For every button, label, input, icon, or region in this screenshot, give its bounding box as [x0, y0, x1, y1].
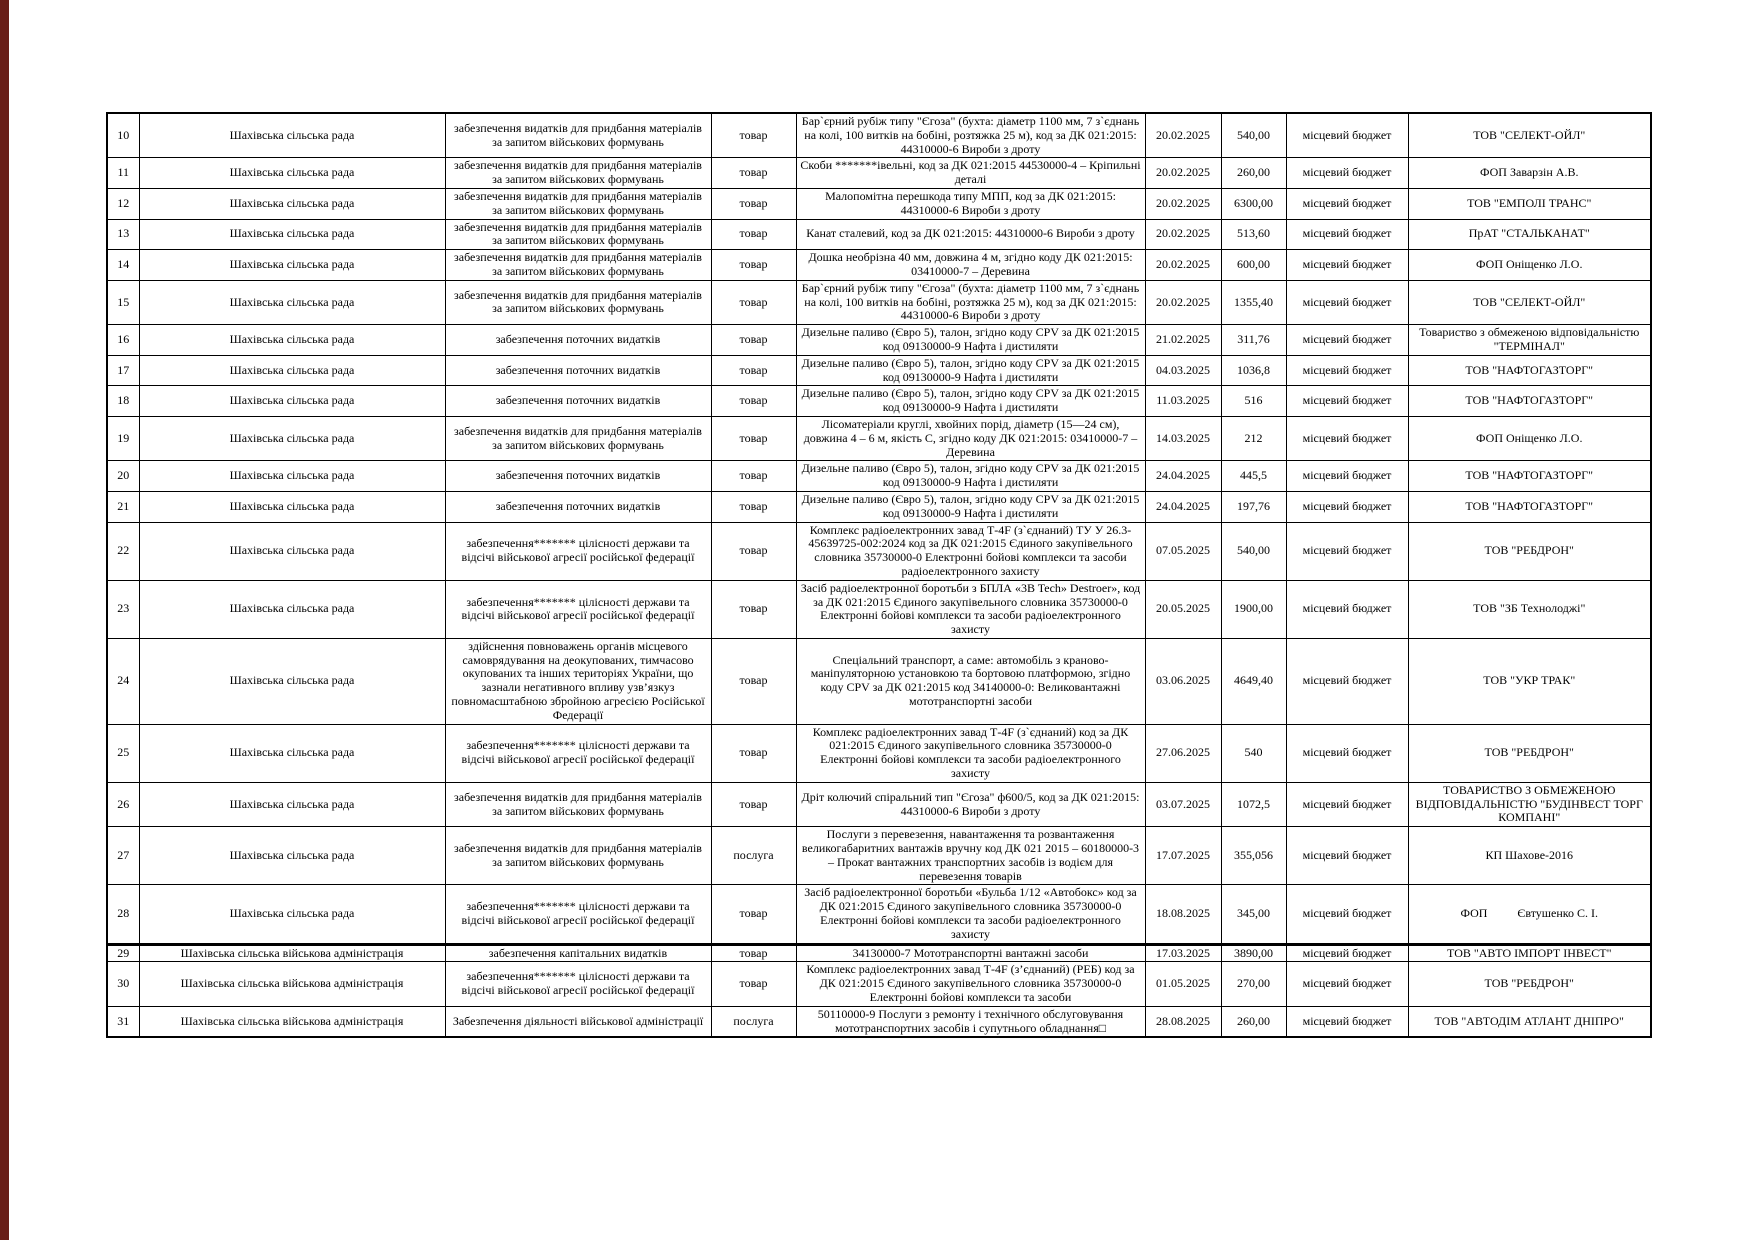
cell-num: 21 — [107, 491, 139, 522]
table-row — [107, 885, 1651, 944]
cell-date: 24.04.2025 — [1145, 491, 1221, 522]
cell-amount: 445,5 — [1221, 461, 1286, 492]
cell-purpose: забезпечення поточних видатків — [445, 355, 711, 386]
cell-supplier: ФОП Оніщенко Л.О. — [1408, 250, 1651, 281]
cell-fund: місцевий бюджет — [1286, 638, 1408, 724]
cell-amount: 355,056 — [1221, 827, 1286, 885]
table-body — [107, 113, 1651, 1037]
cell-date: 20.02.2025 — [1145, 250, 1221, 281]
cell-amount: 1900,00 — [1221, 580, 1286, 638]
cell-customer: Шахівська сільська військова адміністрація — [139, 1006, 445, 1037]
cell-date: 20.02.2025 — [1145, 113, 1221, 158]
cell-item: Дизельне паливо (Євро 5), талон, згідно коду CPV за ДК 021:2015 код 09130000-9 Нафта і дистиляти — [796, 461, 1145, 492]
cell-type: товар — [711, 962, 796, 1006]
cell-type: товар — [711, 280, 796, 324]
cell-item: Дизельне паливо (Євро 5), талон, згідно коду CPV за ДК 021:2015 код 09130000-9 Нафта і дистиляти — [796, 325, 1145, 356]
cell-supplier: ПрАТ "СТАЛЬКАНАТ" — [1408, 219, 1651, 250]
cell-purpose: забезпечення видатків для придбання матеріалів за запитом військових формувань — [445, 250, 711, 281]
cell-num: 15 — [107, 280, 139, 324]
cell-date: 01.05.2025 — [1145, 962, 1221, 1006]
cell-type: товар — [711, 580, 796, 638]
cell-amount: 540,00 — [1221, 113, 1286, 158]
cell-num: 11 — [107, 158, 139, 189]
cell-date: 07.05.2025 — [1145, 522, 1221, 580]
cell-supplier: ТОВ "НАФТОГАЗТОРГ" — [1408, 386, 1651, 417]
cell-type: послуга — [711, 827, 796, 885]
table-row — [107, 355, 1651, 386]
cell-num: 14 — [107, 250, 139, 281]
cell-date: 20.02.2025 — [1145, 280, 1221, 324]
cell-date: 20.02.2025 — [1145, 219, 1221, 250]
cell-fund: місцевий бюджет — [1286, 325, 1408, 356]
cell-purpose: Забезпечення діяльності військової адміністрації — [445, 1006, 711, 1037]
table-row — [107, 461, 1651, 492]
cell-customer: Шахівська сільська військова адміністрація — [139, 944, 445, 962]
cell-num: 28 — [107, 885, 139, 944]
cell-fund: місцевий бюджет — [1286, 522, 1408, 580]
cell-item: Комплекс радіоелектронних завад Т-4F (з’єднаний) (РЕБ) код за ДК 021:2015 Єдиного закупівельного словника 35730000-0 Електронні бойові комплекси та засоби — [796, 962, 1145, 1006]
cell-purpose: забезпечення******* цілісності держави та відсічі військової агресії російської федерації — [445, 522, 711, 580]
cell-item: 50110000-9 Послуги з ремонту і технічного обслуговування мототранспортних засобів і супутнього обладнання□ — [796, 1006, 1145, 1037]
cell-fund: місцевий бюджет — [1286, 724, 1408, 782]
cell-purpose: забезпечення******* цілісності держави та відсічі військової агресії російської федерації — [445, 724, 711, 782]
table-row — [107, 638, 1651, 724]
cell-purpose: забезпечення видатків для придбання матеріалів за запитом військових формувань — [445, 280, 711, 324]
cell-amount: 4649,40 — [1221, 638, 1286, 724]
cell-fund: місцевий бюджет — [1286, 827, 1408, 885]
table-row — [107, 188, 1651, 219]
cell-amount: 540,00 — [1221, 522, 1286, 580]
procurement-table — [106, 112, 1652, 1038]
cell-num: 31 — [107, 1006, 139, 1037]
cell-item: 34130000-7 Мототранспортні вантажні засоби — [796, 944, 1145, 962]
cell-purpose: забезпечення видатків для придбання матеріалів за запитом військових формувань — [445, 219, 711, 250]
cell-type: товар — [711, 113, 796, 158]
cell-purpose: забезпечення******* цілісності держави та відсічі військової агресії російської федерації — [445, 580, 711, 638]
cell-date: 20.05.2025 — [1145, 580, 1221, 638]
cell-num: 20 — [107, 461, 139, 492]
cell-fund: місцевий бюджет — [1286, 580, 1408, 638]
cell-supplier: Товариство з обмеженою відповідальністю "ТЕРМІНАЛ" — [1408, 325, 1651, 356]
cell-fund: місцевий бюджет — [1286, 355, 1408, 386]
cell-date: 17.07.2025 — [1145, 827, 1221, 885]
cell-type: товар — [711, 885, 796, 944]
cell-item: Дріт колючий спіральний тип "Єгоза" ф600/5, код за ДК 021:2015: 44310000-6 Вироби з дроту — [796, 782, 1145, 826]
cell-num: 26 — [107, 782, 139, 826]
cell-item: Дизельне паливо (Євро 5), талон, згідно коду CPV за ДК 021:2015 код 09130000-9 Нафта і дистиляти — [796, 491, 1145, 522]
cell-type: товар — [711, 250, 796, 281]
cell-num: 30 — [107, 962, 139, 1006]
cell-amount: 516 — [1221, 386, 1286, 417]
cell-item: Дизельне паливо (Євро 5), талон, згідно коду CPV за ДК 021:2015 код 09130000-9 Нафта і дистиляти — [796, 355, 1145, 386]
cell-amount: 270,00 — [1221, 962, 1286, 1006]
cell-amount: 345,00 — [1221, 885, 1286, 944]
cell-date: 11.03.2025 — [1145, 386, 1221, 417]
cell-type: товар — [711, 782, 796, 826]
cell-type: товар — [711, 416, 796, 460]
cell-item: Комплекс радіоелектронних завад Т-4F (з`єднаний) код за ДК 021:2015 Єдиного закупівельного словника 35730000-0 Електронні бойові комплекси та засоби радіоелектронного захисту — [796, 724, 1145, 782]
cell-supplier: ТОВ "НАФТОГАЗТОРГ" — [1408, 461, 1651, 492]
cell-type: товар — [711, 355, 796, 386]
cell-customer: Шахівська сільська рада — [139, 280, 445, 324]
cell-purpose: здійснення повноважень органів місцевого самоврядування на деокупованих, тимчасово окупованих та інших територіях України, що зазнали негативного впливу узв’язкуз повномасштабною збройною агресією Російської Федерації — [445, 638, 711, 724]
cell-customer: Шахівська сільська рада — [139, 580, 445, 638]
cell-num: 27 — [107, 827, 139, 885]
cell-num: 29 — [107, 944, 139, 962]
cell-amount: 540 — [1221, 724, 1286, 782]
cell-amount: 1355,40 — [1221, 280, 1286, 324]
cell-type: товар — [711, 491, 796, 522]
cell-customer: Шахівська сільська рада — [139, 386, 445, 417]
cell-item: Бар`єрний рубіж типу "Єгоза" (бухта: діаметр 1100 мм, 7 з`єднань на колі, 100 витків на бобіні, розтяжка 25 м), код за ДК 021:2015: 44310000-6 Вироби з дроту — [796, 113, 1145, 158]
cell-item: Дошка необрізна 40 мм, довжина 4 м, згідно коду ДК 021:2015: 03410000-7 – Деревина — [796, 250, 1145, 281]
cell-amount: 260,00 — [1221, 1006, 1286, 1037]
cell-item: Спеціальний транспорт, а саме: автомобіль з краново-маніпуляторною установкою та бортовою платформою, згідно коду CPV за ДК 021:2015 код 34140000-0: Великовантажні мототранспортні засоби — [796, 638, 1145, 724]
cell-num: 10 — [107, 113, 139, 158]
cell-customer: Шахівська сільська рада — [139, 355, 445, 386]
cell-fund: місцевий бюджет — [1286, 280, 1408, 324]
cell-customer: Шахівська сільська рада — [139, 325, 445, 356]
cell-supplier: ТОВ "СЕЛЕКТ-ОЙЛ" — [1408, 280, 1651, 324]
cell-num: 12 — [107, 188, 139, 219]
cell-type: товар — [711, 188, 796, 219]
cell-type: товар — [711, 325, 796, 356]
cell-customer: Шахівська сільська рада — [139, 638, 445, 724]
table-row — [107, 1006, 1651, 1037]
cell-purpose: забезпечення капітальних видатків — [445, 944, 711, 962]
cell-num: 24 — [107, 638, 139, 724]
cell-supplier: ФОП Євтушенко С. І. — [1408, 885, 1651, 944]
cell-purpose: забезпечення поточних видатків — [445, 491, 711, 522]
cell-date: 14.03.2025 — [1145, 416, 1221, 460]
cell-amount: 311,76 — [1221, 325, 1286, 356]
cell-item: Комплекс радіоелектронних завад Т-4F (з`єднаний) ТУ У 26.3-45639725-002:2024 код за ДК 021:2015 Єдиного закупівельного словника 35730000-0 Електронні бойові комплекси та засоби радіоелектронного захисту — [796, 522, 1145, 580]
cell-type: товар — [711, 461, 796, 492]
table-row — [107, 325, 1651, 356]
cell-customer: Шахівська сільська рада — [139, 827, 445, 885]
table-row — [107, 944, 1651, 962]
cell-date: 18.08.2025 — [1145, 885, 1221, 944]
cell-supplier: ТОВ "НАФТОГАЗТОРГ" — [1408, 491, 1651, 522]
cell-purpose: забезпечення******* цілісності держави та відсічі військової агресії російської федерації — [445, 962, 711, 1006]
cell-supplier: ТОВ "АВТО ІМПОРТ ІНВЕСТ" — [1408, 944, 1651, 962]
cell-item: Дизельне паливо (Євро 5), талон, згідно коду CPV за ДК 021:2015 код 09130000-9 Нафта і дистиляти — [796, 386, 1145, 417]
cell-customer: Шахівська сільська рада — [139, 461, 445, 492]
cell-date: 27.06.2025 — [1145, 724, 1221, 782]
cell-num: 25 — [107, 724, 139, 782]
table-row — [107, 219, 1651, 250]
cell-purpose: забезпечення поточних видатків — [445, 461, 711, 492]
cell-date: 04.03.2025 — [1145, 355, 1221, 386]
table-row — [107, 522, 1651, 580]
cell-purpose: забезпечення поточних видатків — [445, 386, 711, 417]
cell-supplier: ТОВ "ЕМПОЛІ ТРАНС" — [1408, 188, 1651, 219]
cell-supplier: ТОВ "СЕЛЕКТ-ОЙЛ" — [1408, 113, 1651, 158]
cell-supplier: ТОВАРИСТВО З ОБМЕЖЕНОЮ ВІДПОВІДАЛЬНІСТЮ "БУДІНВЕСТ ТОРГ КОМПАНІ" — [1408, 782, 1651, 826]
cell-supplier: ТОВ "АВТОДІМ АТЛАНТ ДНІПРО" — [1408, 1006, 1651, 1037]
cell-item: Засіб радіоелектронної боротьби «Бульба 1/12 «Автобокс» код за ДК 021:2015 Єдиного закупівельного словника 35730000-0 Електронні бойові комплекси та засоби радіоелектронного захисту — [796, 885, 1145, 944]
cell-fund: місцевий бюджет — [1286, 782, 1408, 826]
page-edge-strip — [0, 0, 9, 1240]
cell-type: товар — [711, 944, 796, 962]
cell-fund: місцевий бюджет — [1286, 944, 1408, 962]
cell-purpose: забезпечення поточних видатків — [445, 325, 711, 356]
cell-supplier: ФОП Оніщенко Л.О. — [1408, 416, 1651, 460]
table-row — [107, 280, 1651, 324]
cell-fund: місцевий бюджет — [1286, 219, 1408, 250]
cell-customer: Шахівська сільська рада — [139, 416, 445, 460]
cell-purpose: забезпечення видатків для придбання матеріалів за запитом військових формувань — [445, 158, 711, 189]
cell-type: товар — [711, 522, 796, 580]
table-row — [107, 491, 1651, 522]
cell-customer: Шахівська сільська військова адміністрація — [139, 962, 445, 1006]
cell-customer: Шахівська сільська рада — [139, 113, 445, 158]
cell-purpose: забезпечення видатків для придбання матеріалів за запитом військових формувань — [445, 188, 711, 219]
cell-amount: 600,00 — [1221, 250, 1286, 281]
cell-num: 16 — [107, 325, 139, 356]
cell-fund: місцевий бюджет — [1286, 962, 1408, 1006]
cell-amount: 3890,00 — [1221, 944, 1286, 962]
cell-fund: місцевий бюджет — [1286, 158, 1408, 189]
cell-customer: Шахівська сільська рада — [139, 782, 445, 826]
table-row — [107, 250, 1651, 281]
cell-supplier: ТОВ "РЕБДРОН" — [1408, 962, 1651, 1006]
cell-amount: 260,00 — [1221, 158, 1286, 189]
cell-fund: місцевий бюджет — [1286, 386, 1408, 417]
cell-customer: Шахівська сільська рада — [139, 219, 445, 250]
cell-date: 21.02.2025 — [1145, 325, 1221, 356]
cell-num: 17 — [107, 355, 139, 386]
cell-date: 20.02.2025 — [1145, 158, 1221, 189]
cell-item: Послуги з перевезення, навантаження та розвантаження великогабаритних вантажів вручну код ДК 021 2015 – 60180000-3 – Прокат вантажних транспортних засобів із водієм для перевезення товарів — [796, 827, 1145, 885]
cell-purpose: забезпечення видатків для придбання матеріалів за запитом військових формувань — [445, 782, 711, 826]
cell-num: 23 — [107, 580, 139, 638]
cell-num: 18 — [107, 386, 139, 417]
cell-num: 22 — [107, 522, 139, 580]
cell-type: товар — [711, 158, 796, 189]
cell-customer: Шахівська сільська рада — [139, 158, 445, 189]
table-row — [107, 962, 1651, 1006]
cell-type: послуга — [711, 1006, 796, 1037]
cell-type: товар — [711, 219, 796, 250]
cell-fund: місцевий бюджет — [1286, 416, 1408, 460]
cell-supplier: ТОВ "РЕБДРОН" — [1408, 724, 1651, 782]
table-row — [107, 158, 1651, 189]
cell-fund: місцевий бюджет — [1286, 885, 1408, 944]
table-row — [107, 724, 1651, 782]
table-row — [107, 113, 1651, 158]
cell-amount: 6300,00 — [1221, 188, 1286, 219]
cell-item: Скоби *******івельні, код за ДК 021:2015 44530000-4 – Кріпильні деталі — [796, 158, 1145, 189]
cell-fund: місцевий бюджет — [1286, 461, 1408, 492]
cell-fund: місцевий бюджет — [1286, 250, 1408, 281]
cell-date: 03.06.2025 — [1145, 638, 1221, 724]
cell-item: Лісоматеріали круглі, хвойних порід, діаметр (15—24 см), довжина 4 – 6 м, якість С, згідно коду ДК 021:2015: 03410000-7 – Деревина — [796, 416, 1145, 460]
cell-purpose: забезпечення******* цілісності держави та відсічі військової агресії російської федерації — [445, 885, 711, 944]
cell-date: 20.02.2025 — [1145, 188, 1221, 219]
cell-date: 17.03.2025 — [1145, 944, 1221, 962]
table-row — [107, 782, 1651, 826]
cell-purpose: забезпечення видатків для придбання матеріалів за запитом військових формувань — [445, 416, 711, 460]
cell-item: Бар`єрний рубіж типу "Єгоза" (бухта: діаметр 1100 мм, 7 з`єднань на колі, 100 витків на бобіні, розтяжка 25 м), код за ДК 021:2015: 44310000-6 Вироби з дроту — [796, 280, 1145, 324]
cell-fund: місцевий бюджет — [1286, 113, 1408, 158]
cell-fund: місцевий бюджет — [1286, 1006, 1408, 1037]
cell-supplier: ТОВ "НАФТОГАЗТОРГ" — [1408, 355, 1651, 386]
cell-amount: 1036,8 — [1221, 355, 1286, 386]
cell-purpose: забезпечення видатків для придбання матеріалів за запитом військових формувань — [445, 827, 711, 885]
cell-supplier: КП Шахове-2016 — [1408, 827, 1651, 885]
cell-customer: Шахівська сільська рада — [139, 522, 445, 580]
cell-date: 03.07.2025 — [1145, 782, 1221, 826]
cell-customer: Шахівська сільська рада — [139, 250, 445, 281]
cell-item: Малопомітна перешкода типу МПП, код за ДК 021:2015: 44310000-6 Вироби з дроту — [796, 188, 1145, 219]
cell-supplier: ТОВ "УКР ТРАК" — [1408, 638, 1651, 724]
cell-type: товар — [711, 386, 796, 417]
cell-customer: Шахівська сільська рада — [139, 491, 445, 522]
cell-customer: Шахівська сільська рада — [139, 724, 445, 782]
cell-supplier: ТОВ "РЕБДРОН" — [1408, 522, 1651, 580]
cell-type: товар — [711, 724, 796, 782]
cell-fund: місцевий бюджет — [1286, 491, 1408, 522]
cell-num: 19 — [107, 416, 139, 460]
table-row — [107, 827, 1651, 885]
table-row — [107, 580, 1651, 638]
cell-amount: 212 — [1221, 416, 1286, 460]
cell-amount: 1072,5 — [1221, 782, 1286, 826]
cell-date: 24.04.2025 — [1145, 461, 1221, 492]
cell-num: 13 — [107, 219, 139, 250]
cell-item: Засіб радіоелектронної боротьби з БПЛА «3B Tech» Destroer», код за ДК 021:2015 Єдиного закупівельного словника 35730000-0 Електронні бойові комплекси та засоби радіоелектронного захисту — [796, 580, 1145, 638]
cell-supplier: ФОП Заварзін А.В. — [1408, 158, 1651, 189]
table-row — [107, 386, 1651, 417]
cell-amount: 197,76 — [1221, 491, 1286, 522]
cell-type: товар — [711, 638, 796, 724]
cell-amount: 513,60 — [1221, 219, 1286, 250]
cell-fund: місцевий бюджет — [1286, 188, 1408, 219]
cell-customer: Шахівська сільська рада — [139, 885, 445, 944]
table-row — [107, 416, 1651, 460]
cell-supplier: ТОВ "ЗБ Технолоджі" — [1408, 580, 1651, 638]
cell-purpose: забезпечення видатків для придбання матеріалів за запитом військових формувань — [445, 113, 711, 158]
cell-date: 28.08.2025 — [1145, 1006, 1221, 1037]
cell-item: Канат сталевий, код за ДК 021:2015: 44310000-6 Вироби з дроту — [796, 219, 1145, 250]
cell-customer: Шахівська сільська рада — [139, 188, 445, 219]
